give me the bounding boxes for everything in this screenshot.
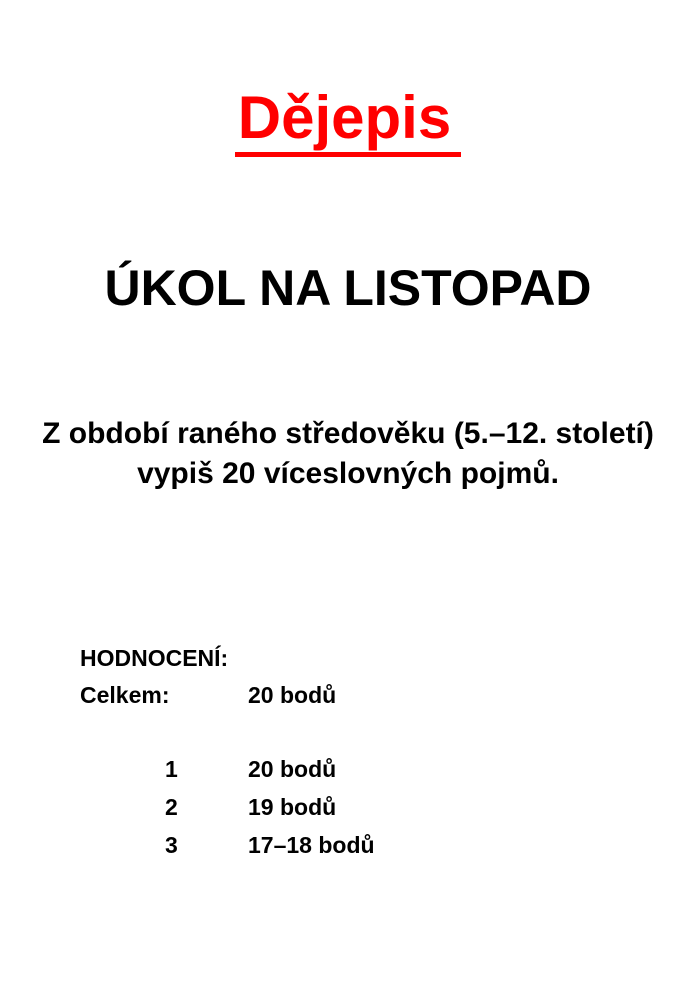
grade-number: 3 (165, 832, 178, 858)
grade-row (80, 788, 696, 826)
grade-row-indent (80, 788, 165, 826)
grading-total-row (80, 676, 696, 714)
grade-points: 19 bodů (248, 794, 337, 820)
grade-list (80, 750, 696, 864)
document-title (0, 84, 696, 157)
grading-total-value: 20 bodů (248, 682, 337, 708)
grading-total-label: Celkem: (80, 682, 170, 708)
grade-number: 1 (165, 756, 178, 782)
grade-points: 20 bodů (248, 756, 337, 782)
grade-row (80, 750, 696, 788)
grade-row (80, 826, 696, 864)
grading-heading: HODNOCENÍ: (80, 645, 229, 671)
grade-points: 17–18 bodů (248, 832, 375, 858)
document-page (0, 84, 696, 987)
task-line-2: vypiš 20 víceslovných pojmů. (137, 457, 559, 490)
task-description (0, 414, 696, 494)
task-line-1: Z období raného středověku (5.–12. století) (42, 417, 654, 450)
grade-row-indent (80, 826, 165, 864)
assignment-heading: ÚKOL NA LISTOPAD (104, 260, 592, 316)
grade-row-indent (80, 750, 165, 788)
document-title-text: Dějepis (235, 88, 461, 157)
grading-section (80, 640, 696, 864)
grade-number: 2 (165, 794, 178, 820)
